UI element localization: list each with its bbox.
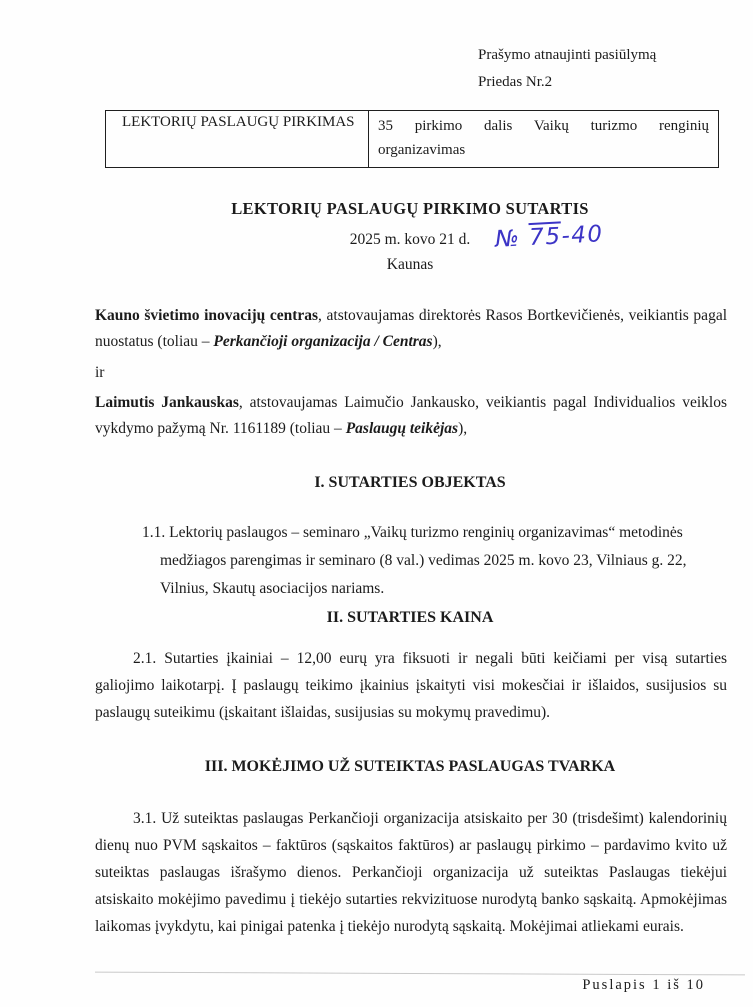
handwritten-number-suffix: -40 (560, 221, 605, 250)
party-1-tail: ), (432, 333, 442, 350)
contract-city: Kaunas (386, 256, 434, 273)
handwritten-number-prefix: № (494, 225, 530, 253)
page-number: Puslapis 1 iš 10 (582, 977, 705, 993)
subject-table (105, 110, 719, 168)
party-2-tail: ), (458, 420, 468, 437)
section-2-heading: II. SUTARTIES KAINA (326, 609, 494, 626)
party-2-name: Laimutis Jankauskas (95, 394, 239, 411)
party-2-paragraph (95, 390, 727, 442)
section-1-heading: I. SUTARTIES OBJEKTAS (314, 474, 506, 491)
party-1-paragraph (95, 303, 727, 355)
table-cell-purchase-part: 35 pirkimo dalis Vaikų turizmo renginių organizavimas (378, 118, 709, 158)
party-1-alias: Perkančioji organizacija / Centras (213, 333, 433, 350)
footer-divider (95, 972, 745, 976)
contract-title: LEKTORIŲ PASLAUGŲ PIRKIMO SUTARTIS (231, 199, 589, 218)
table-cell-contract-name: LEKTORIŲ PASLAUGŲ PIRKIMAS (106, 111, 369, 167)
handwritten-number-overlined: 75 (528, 223, 563, 252)
contract-date: 2025 m. kovo 21 d. (349, 231, 471, 248)
party-2-text: , atstovaujamas Laimučio Jankausko, veikiantis pagal Individualios veiklos vykdymo pažymą Nr. 1161189 (toliau – (95, 394, 727, 437)
header-annotation (478, 42, 656, 96)
party-2-alias: Paslaugų teikėjas (345, 420, 459, 437)
section-3-heading: III. MOKĖJIMO UŽ SUTEIKTAS PASLAUGAS TVARKA (204, 758, 616, 775)
clause-1-1: 1.1. Lektorių paslaugos – seminaro „Vaikų turizmo renginių organizavimas“ metodinės medžiagos parengimas ir seminaro (8 val.) vedimas 2025 m. kovo 23, Vilniaus g. 22, Vilnius, Skautų asociacijos nariams. (142, 524, 687, 597)
handwritten-contract-number (494, 221, 604, 253)
clause-3-1: 3.1. Už suteiktas paslaugas Perkančioji organizacija atsiskaito per 30 (trisdešimt) kalendorinių dienų nuo PVM sąskaitos – faktūros (sąskaitos faktūros) ar paslaugų pirkimo – pardavimo kvito už suteiktas paslaugas išrašymo dienos. Perkančioji organizacija už suteiktas Paslaugas tiekėjui atsiskaito mokėjimo pavedimu į tiekėjo sutarties rekvizituose nurodytą banko sąskaitą. Apmokėjimas laikomas įvykdytu, kai pinigai patenka į tiekėjo nurodytą sąskaitą. Mokėjimai atliekami eurais. (95, 810, 727, 935)
clause-2-1: 2.1. Sutarties įkainiai – 12,00 eurų yra fiksuoti ir negali būti keičiami per visą sutarties galiojimo laikotarpį. Į paslaugų teikimo įkainius įskaityti visi mokesčiai ir išlaidos, susijusios su paslaugų suteikimu (įskaitant išlaidas, susijusias su mokymų pravedimu). (95, 650, 727, 721)
header-annotation-line2: Priedas Nr.2 (478, 74, 553, 90)
conjunction: ir (95, 364, 105, 381)
contract-date-line (95, 221, 725, 253)
header-annotation-line1: Prašymo atnaujinti pasiūlymą (478, 47, 657, 63)
party-1-name: Kauno švietimo inovacijų centras (95, 307, 319, 324)
party-1-text: , atstovaujamas direktorės Rasos Bortkevičienės, veikiantis pagal nuostatus (toliau – (95, 307, 727, 350)
